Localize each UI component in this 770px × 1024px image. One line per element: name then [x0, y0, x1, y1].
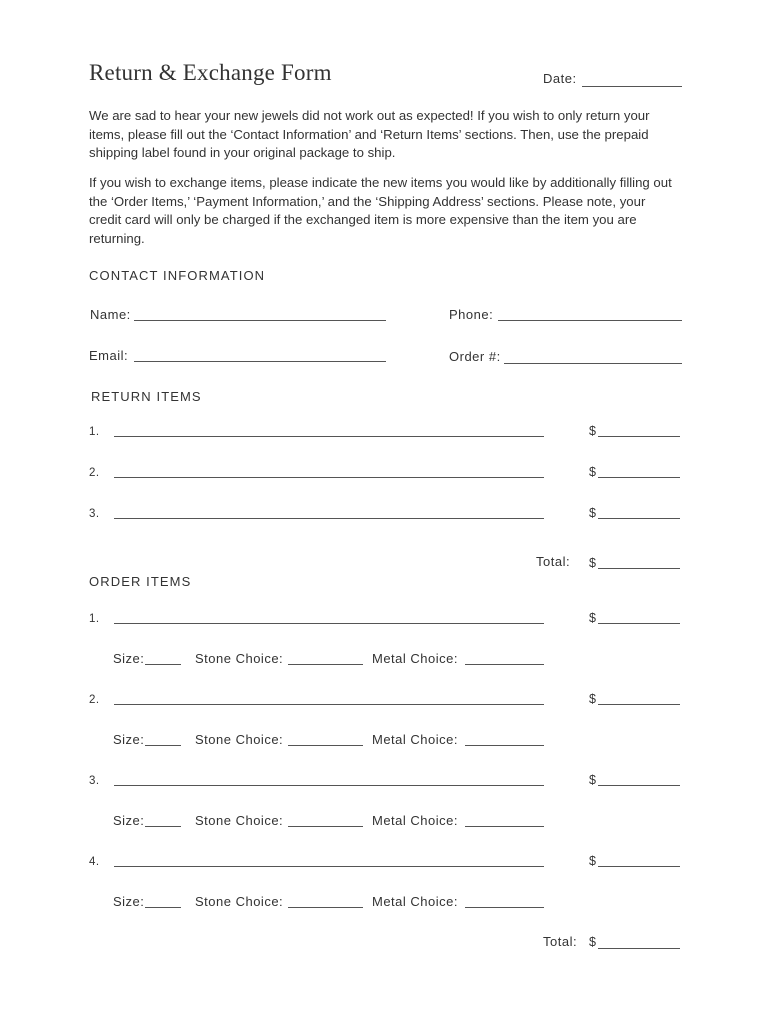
return-item-description-field[interactable] — [114, 477, 544, 478]
name-label: Name: — [90, 307, 131, 322]
contact-section-heading: CONTACT INFORMATION — [89, 268, 266, 283]
order-section-heading: ORDER ITEMS — [89, 574, 192, 589]
stone-choice-field[interactable] — [288, 907, 363, 908]
order-total-field[interactable] — [598, 948, 680, 949]
stone-choice-field[interactable] — [288, 664, 363, 665]
order-item-number: 2. — [89, 694, 100, 706]
intro-paragraph-2: If you wish to exchange items, please indicate the new items you would like by additionally filling out the ‘Order Items,’ ‘Payment Information,’ and the ‘Shipping Address’ sections. Please note, your credit card will only be charged if the exchanged item is more expensive than the item you are returning. — [89, 175, 672, 246]
date-label: Date: — [543, 71, 577, 86]
return-item-description-field[interactable] — [114, 518, 544, 519]
order-item-price-field[interactable] — [598, 785, 680, 786]
order-item-price-field[interactable] — [598, 866, 680, 867]
size-field[interactable] — [145, 745, 181, 746]
return-item-currency: $ — [589, 424, 596, 438]
return-total-label: Total: — [536, 554, 571, 569]
return-total-field[interactable] — [598, 568, 680, 569]
stone-choice-field[interactable] — [288, 745, 363, 746]
stone-choice-label: Stone Choice: — [195, 894, 284, 909]
return-total-currency: $ — [589, 556, 596, 570]
order-item-number: 3. — [89, 775, 100, 787]
return-item-number: 2. — [89, 467, 100, 479]
order-item-description-field[interactable] — [114, 866, 544, 867]
size-field[interactable] — [145, 907, 181, 908]
size-label: Size: — [113, 894, 145, 909]
date-field[interactable] — [582, 86, 682, 87]
phone-field[interactable] — [498, 320, 682, 321]
metal-choice-label: Metal Choice: — [372, 813, 458, 828]
order-total-currency: $ — [589, 935, 596, 949]
order-item-currency: $ — [589, 854, 596, 868]
size-label: Size: — [113, 813, 145, 828]
order-item-number: 4. — [89, 856, 100, 868]
size-label: Size: — [113, 651, 145, 666]
return-item-number: 3. — [89, 508, 100, 520]
order-item-currency: $ — [589, 773, 596, 787]
email-field[interactable] — [134, 361, 386, 362]
metal-choice-field[interactable] — [465, 745, 544, 746]
return-item-currency: $ — [589, 465, 596, 479]
return-item-price-field[interactable] — [598, 436, 680, 437]
return-item-price-field[interactable] — [598, 477, 680, 478]
size-label: Size: — [113, 732, 145, 747]
order-total-label: Total: — [543, 934, 578, 949]
metal-choice-field[interactable] — [465, 826, 544, 827]
name-field[interactable] — [134, 320, 386, 321]
size-field[interactable] — [145, 664, 181, 665]
metal-choice-label: Metal Choice: — [372, 894, 458, 909]
return-item-currency: $ — [589, 506, 596, 520]
metal-choice-label: Metal Choice: — [372, 732, 458, 747]
stone-choice-field[interactable] — [288, 826, 363, 827]
order-item-currency: $ — [589, 692, 596, 706]
order-item-price-field[interactable] — [598, 704, 680, 705]
return-section-heading: RETURN ITEMS — [91, 389, 202, 404]
metal-choice-label: Metal Choice: — [372, 651, 458, 666]
order-item-price-field[interactable] — [598, 623, 680, 624]
metal-choice-field[interactable] — [465, 907, 544, 908]
intro-paragraph-1: We are sad to hear your new jewels did not work out as expected! If you wish to only return your items, please fill out the ‘Contact Information’ and ‘Return Items’ sections. Then, use the prepaid shipping label found in your original package to ship. — [89, 108, 650, 161]
return-item-price-field[interactable] — [598, 518, 680, 519]
stone-choice-label: Stone Choice: — [195, 651, 284, 666]
form-title: Return & Exchange Form — [89, 60, 332, 85]
order-item-description-field[interactable] — [114, 785, 544, 786]
stone-choice-label: Stone Choice: — [195, 813, 284, 828]
order-number-label: Order #: — [449, 349, 501, 364]
return-item-description-field[interactable] — [114, 436, 544, 437]
email-label: Email: — [89, 348, 129, 363]
order-item-currency: $ — [589, 611, 596, 625]
metal-choice-field[interactable] — [465, 664, 544, 665]
phone-label: Phone: — [449, 307, 494, 322]
order-item-description-field[interactable] — [114, 704, 544, 705]
order-item-description-field[interactable] — [114, 623, 544, 624]
order-item-number: 1. — [89, 613, 100, 625]
return-item-number: 1. — [89, 426, 100, 438]
order-number-field[interactable] — [504, 363, 682, 364]
size-field[interactable] — [145, 826, 181, 827]
stone-choice-label: Stone Choice: — [195, 732, 284, 747]
